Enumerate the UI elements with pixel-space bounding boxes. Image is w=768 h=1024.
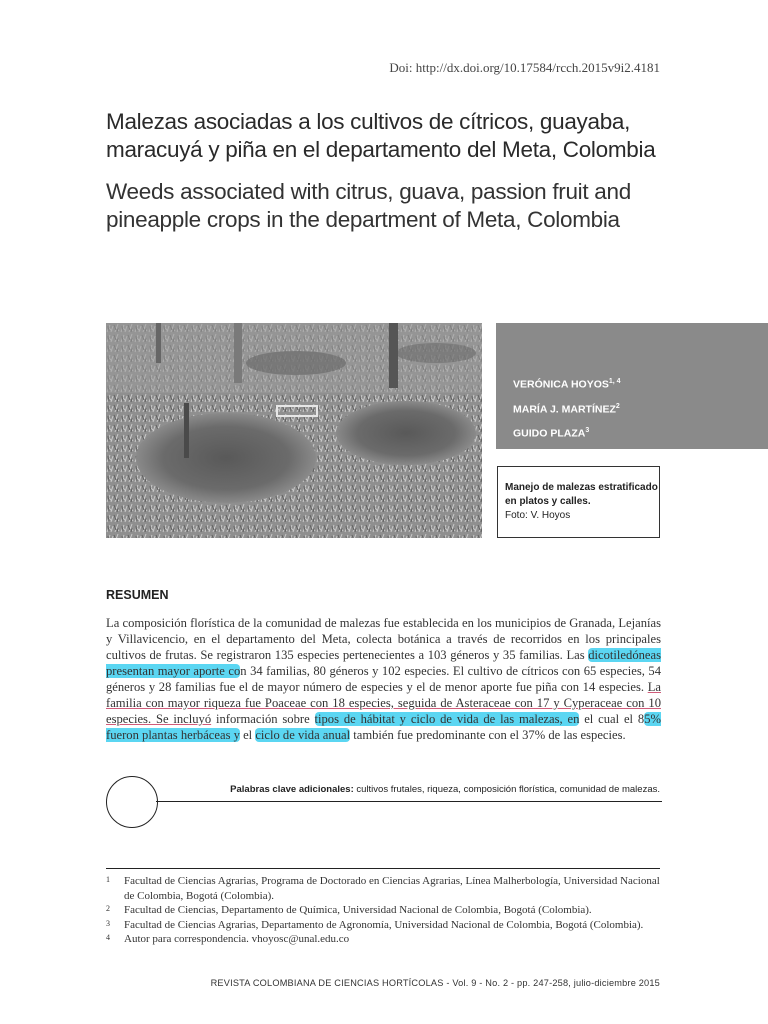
article-title-english: Weeds associated with citrus, guava, passion fruit and pineapple crops in the department of Meta, Colombia: [106, 179, 631, 232]
decorative-circle: [106, 776, 158, 828]
footnotes: [106, 874, 660, 947]
doi-link[interactable]: Doi: http://dx.doi.org/10.17584/rcch.2015v9i2.4181: [389, 60, 660, 75]
author-item: VERÓNICA HOYOS$^{1, 4}$: [513, 378, 621, 391]
authors-list: [513, 371, 621, 445]
author-item: GUIDO PLAZA$^3$: [513, 427, 590, 440]
footnote-rule: [106, 868, 660, 869]
keywords-rule: [156, 801, 662, 802]
footnote-item: 2 Facultad de Ciencias, Departamento de Química, Universidad Nacional de Colombia, Bogotá (Colombia).: [106, 904, 592, 916]
caption-title: Manejo de malezas estratificado en platos y calles.: [505, 482, 658, 507]
article-title-spanish: Malezas asociadas a los cultivos de cítricos, guayaba, maracuyá y piña en el departamento del Meta, Colombia: [106, 109, 656, 162]
abstract-heading: RESUMEN: [106, 588, 169, 602]
highlight: 5% fueron plantas herbáceas y: [106, 712, 661, 742]
footnote-item: 3 Facultad de Ciencias Agrarias, Departamento de Agronomía, Universidad Nacional de Colombia, Bogotá (Colombia).: [106, 918, 644, 931]
abstract-text: La composición florística de la comunidad de malezas fue establecida en los municipios de Granada, Lejanías y Villavicencio, en el departamento del Meta, colecta botánica a través de recorridos en los principales cultivos de frutas. Se registraron 135 especies pertenecientes a 103 géneros y 35 familias. Las dicotiledóneas presentan mayor aporte con 34 familias, 80 géneros y 102 especies. El cultivo de cítricos con 65 especies, 54 géneros y 28 familias fue el de mayor número de especies y el de menor aporte fue piña con 14 especies. La familia con mayor riqueza fue Poaceae con 18 especies, seguida de Asteraceae con 17 y Cyperaceae con 10 especies. Se incluyó información sobre tipos de hábitat y ciclo de vida de las malezas, en el cual el 85% fueron plantas herbáceas y el ciclo de vida anual también fue predominante con el 37% de las especies.: [106, 616, 661, 742]
underline-annotation: La familia con mayor riqueza fue Poaceae con 18 especies, seguida de Asteraceae con 17 y Cyperaceae con 10 especies. Se incluyó: [106, 680, 661, 726]
keywords: Palabras clave adicionales: cultivos frutales, riqueza, composición florística, comunidad de malezas.: [230, 784, 660, 795]
caption-credit: Foto: V. Hoyos: [505, 510, 571, 521]
journal-footer: REVISTA COLOMBIANA DE CIENCIAS HORTÍCOLAS - Vol. 9 - No. 2 - pp. 247-258, julio-diciembre 2015: [210, 978, 660, 988]
field-photo: [106, 323, 482, 538]
highlight: tipos de hábitat y ciclo de vida de las malezas, en: [314, 712, 580, 726]
highlight: dicotiledóneas presentan mayor aporte co: [106, 648, 661, 678]
footnote-item: 1 Facultad de Ciencias Agrarias, Programa de Doctorado en Ciencias Agrarias, Línea Malherbología, Universidad Nacional de Colombia, Bogotá (Colombia).: [106, 875, 660, 902]
footnote-item: 4 Autor para correspondencia. vhoyosc@unal.edu.co: [106, 933, 350, 945]
authors-panel: [496, 323, 768, 449]
author-item: MARÍA J. MARTÍNEZ$^2$: [513, 402, 620, 415]
photo-caption: [497, 466, 660, 538]
highlight: ciclo de vida anual: [255, 728, 351, 742]
